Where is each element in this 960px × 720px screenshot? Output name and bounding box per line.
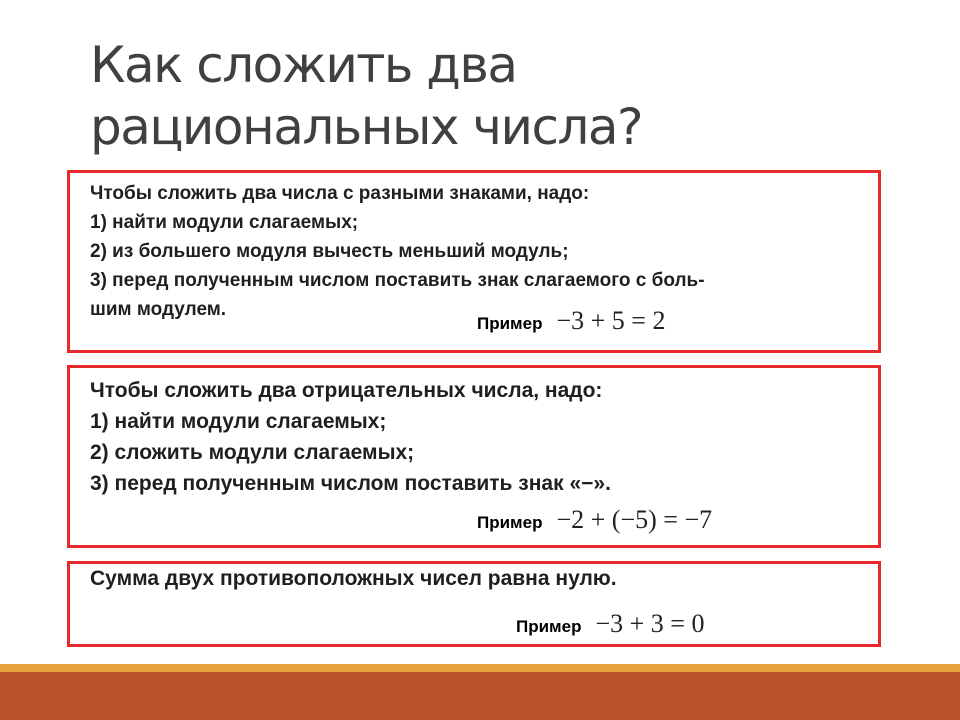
example xyxy=(477,306,665,336)
title-line-1: Как сложить два xyxy=(90,36,517,94)
rule-box-negative-numbers xyxy=(67,365,881,548)
title-line-2: рациональных числа? xyxy=(90,98,643,156)
rule-heading: Сумма двух противоположных чисел равна нулю. xyxy=(90,567,617,590)
example-formula: −2 + (−5) = −7 xyxy=(556,505,713,534)
example-formula: −3 + 3 = 0 xyxy=(595,609,705,638)
rule-text xyxy=(90,566,617,592)
example-label: Пример xyxy=(477,314,543,333)
rule-box-different-signs xyxy=(67,170,881,353)
example xyxy=(477,505,712,535)
slide-title xyxy=(90,34,890,158)
rule-step: 3) перед полученным числом поставить знак слагаемого с боль- xyxy=(90,270,705,291)
rule-text xyxy=(90,375,611,499)
example-label: Пример xyxy=(477,513,543,532)
rule-step: 1) найти модули слагаемых; xyxy=(90,410,387,433)
example-label: Пример xyxy=(516,617,582,636)
rule-heading: Чтобы сложить два числа с разными знаками, надо: xyxy=(90,183,590,204)
example xyxy=(516,609,704,639)
footer-band xyxy=(0,672,960,720)
rule-step: 1) найти модули слагаемых; xyxy=(90,212,359,233)
rule-box-opposite-numbers xyxy=(67,561,881,647)
rule-step: 2) сложить модули слагаемых; xyxy=(90,441,415,464)
example-formula: −3 + 5 = 2 xyxy=(556,306,666,335)
rule-heading: Чтобы сложить два отрицательных числа, надо: xyxy=(90,379,603,402)
rule-step: 3) перед полученным числом поставить знак «−». xyxy=(90,472,611,495)
rule-text xyxy=(90,179,705,324)
rule-step: 2) из большего модуля вычесть меньший модуль; xyxy=(90,241,569,262)
footer-accent-stripe xyxy=(0,664,960,672)
rule-step: шим модулем. xyxy=(90,299,227,320)
